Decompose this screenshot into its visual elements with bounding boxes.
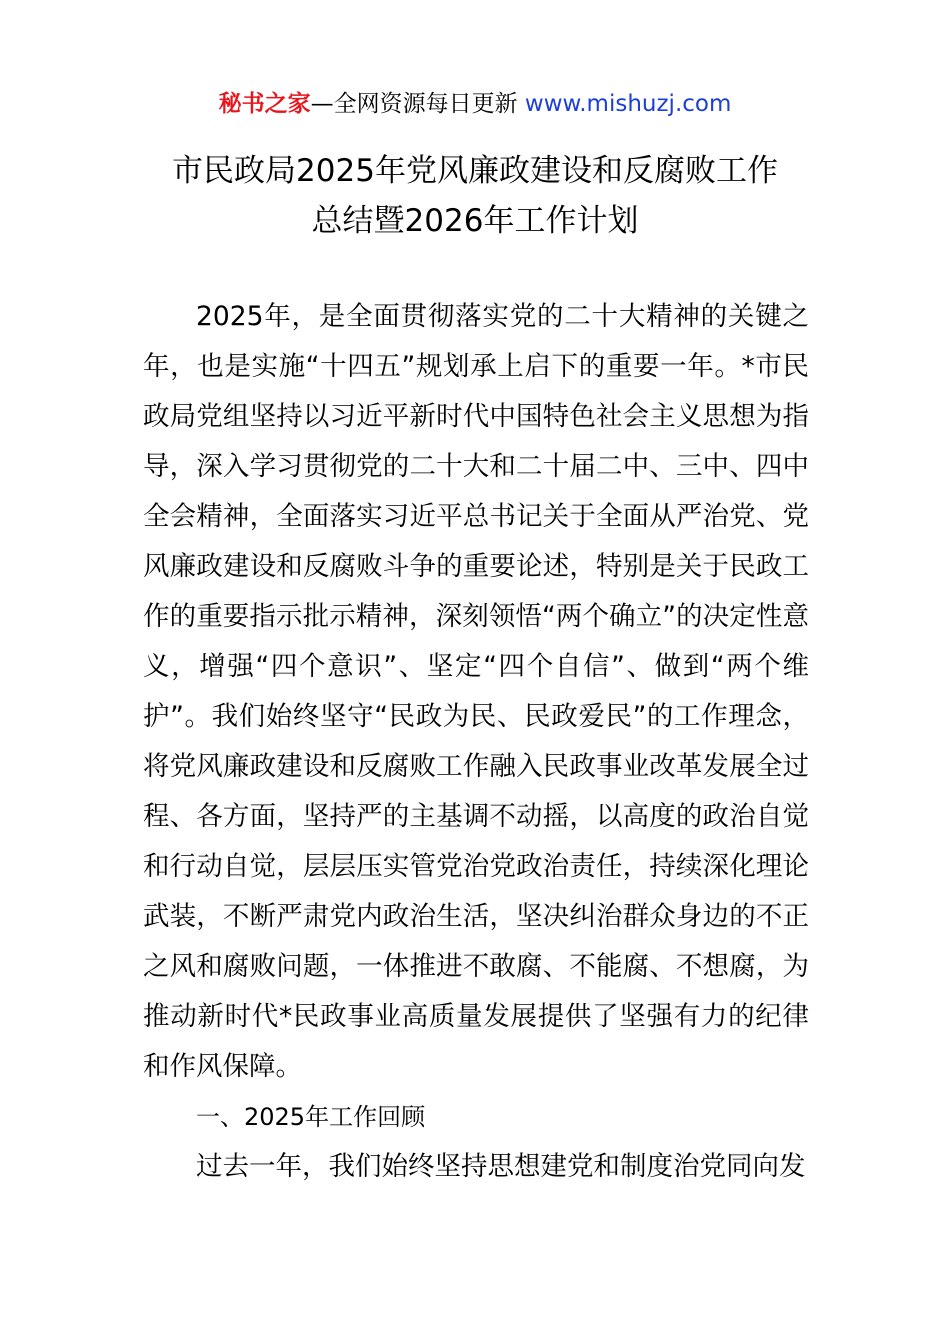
document-body [143,292,809,1192]
title-line-1: 市民政局2025年党风廉政建设和反腐败工作 [172,153,778,189]
review-paragraph: 过去一年，我们始终坚持思想建党和制度治党同向发 [196,1151,806,1182]
brand-name: 秘书之家 [218,91,311,117]
site-header [0,86,950,122]
header-slogan: —全网资源每日更新 [310,91,525,117]
document-title [0,146,950,246]
intro-paragraph: 2025年，是全面贯彻落实党的二十大精神的关键之年，也是实施“十四五”规划承上启下的重要一年。*市民政局党组坚持以习近平新时代中国特色社会主义思想为指导，深入学习贯彻党的二十大和二十届二中、三中、四中全会精神，全面落实习近平总书记关于全面从严治党、党风廉政建设和反腐败斗争的重要论述，特别是关于民政工作的重要指示批示精神，深刻领悟“两个确立”的决定性意义，增强“四个意识”、坚定“四个自信”、做到“两个维护”。我们始终坚守“民政为民、民政爱民”的工作理念，将党风廉政建设和反腐败工作融入民政事业改革发展全过程、各方面，坚持严的主基调不动摇，以高度的政治自觉和行动自觉，层层压实管党治党政治责任，持续深化理论武装，不断严肃党内政治生活，坚决纠治群众身边的不正之风和腐败问题，一体推进不敢腐、不能腐、不想腐，为推动新时代*民政事业高质量发展提供了坚强有力的纪律和作风保障。 [143,301,809,1082]
title-line-2: 总结暨2026年工作计划 [311,203,639,239]
section-heading-1: 一、2025年工作回顾 [196,1103,426,1131]
website-url: www.mishuzj.com [524,91,732,117]
